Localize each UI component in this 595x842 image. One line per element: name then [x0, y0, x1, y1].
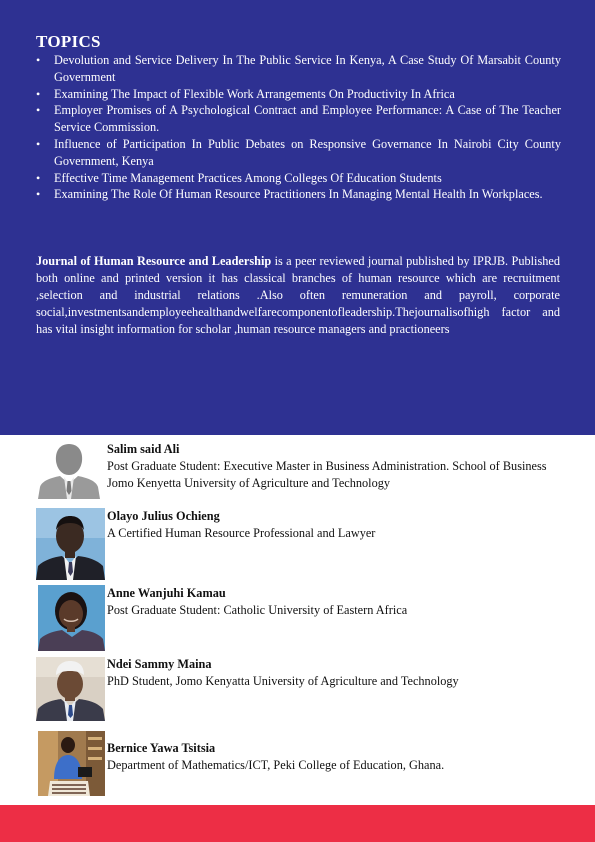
topic-text: Effective Time Management Practices Among Colleges Of Education Students	[54, 170, 442, 185]
author-name: Bernice Yawa Tsitsia	[107, 741, 216, 755]
bullet-icon: •	[36, 187, 41, 202]
portrait-icon	[36, 508, 105, 580]
footer-bar	[0, 805, 595, 842]
journal-description	[36, 253, 560, 338]
author-details	[107, 656, 567, 690]
journal-name: Journal of Human Resource and Leadership	[36, 254, 272, 268]
journal-description-text: is a peer reviewed journal published by IPRJB. Published both online and printed version it has classical branches of human resource which are recruitment ,selection and industrial relations .Also often remuneration and payroll, corporate social,investmentsandemployeehealthandwelfarecomponentofleadership.Thejournalisofhigh factor and has vital insight information for scholar ,human resource managers and practioneers	[36, 254, 561, 336]
author-name: Salim said Ali	[107, 442, 180, 456]
topic-item	[36, 186, 561, 203]
portrait-icon	[38, 585, 105, 651]
bullet-icon: •	[36, 86, 41, 101]
topics-heading: TOPICS	[36, 32, 101, 51]
author-name: Anne Wanjuhi Kamau	[107, 586, 226, 600]
author-list	[0, 435, 595, 805]
bullet-icon: •	[36, 170, 41, 185]
avatar	[38, 731, 105, 796]
author-affiliation: Post Graduate Student: Catholic University of Eastern Africa	[107, 603, 408, 617]
author-name: Ndei Sammy Maina	[107, 657, 212, 671]
bullet-icon: •	[36, 136, 41, 151]
topic-text: Examining The Impact of Flexible Work Arrangements On Productivity In Africa	[54, 86, 455, 101]
portrait-icon	[38, 731, 105, 796]
author-affiliation: Post Graduate Student: Executive Master in Business Administration. School of Business Jomo Kenyetta University of Agriculture and Technology	[107, 459, 547, 490]
avatar	[36, 441, 102, 499]
bullet-icon: •	[36, 103, 41, 118]
topic-text: Examining The Role Of Human Resource Practitioners In Managing Mental Health In Workplaces.	[54, 187, 543, 202]
topic-item	[36, 136, 561, 170]
topic-text: Devolution and Service Delivery In The Public Service In Kenya, A Case Study Of Marsabit County Government	[54, 53, 561, 84]
topics-list	[36, 52, 561, 203]
bullet-icon: •	[36, 53, 41, 67]
topic-item	[36, 86, 561, 103]
avatar	[36, 508, 105, 580]
author-affiliation: A Certified Human Resource Professional and Lawyer	[107, 526, 376, 540]
topic-item	[36, 102, 561, 136]
author-affiliation: Department of Mathematics/ICT, Peki College of Education, Ghana.	[107, 758, 445, 772]
avatar	[38, 585, 105, 651]
author-details	[107, 740, 567, 774]
topic-item	[36, 52, 561, 86]
topic-item	[36, 170, 561, 187]
author-details	[107, 585, 567, 619]
topic-text: Employer Promises of A Psychological Contract and Employee Performance: A Case of The Teacher Service Commission.	[54, 103, 561, 135]
author-details	[107, 508, 567, 542]
topic-text: Influence of Participation In Public Debates on Responsive Governance In Nairobi City County Government, Kenya	[54, 136, 561, 168]
author-affiliation: PhD Student, Jomo Kenyatta University of Agriculture and Technology	[107, 674, 459, 688]
person-silhouette-icon	[36, 441, 102, 499]
avatar	[36, 657, 105, 721]
author-details	[107, 441, 567, 492]
portrait-icon	[36, 657, 105, 721]
author-name: Olayo Julius Ochieng	[107, 509, 220, 523]
